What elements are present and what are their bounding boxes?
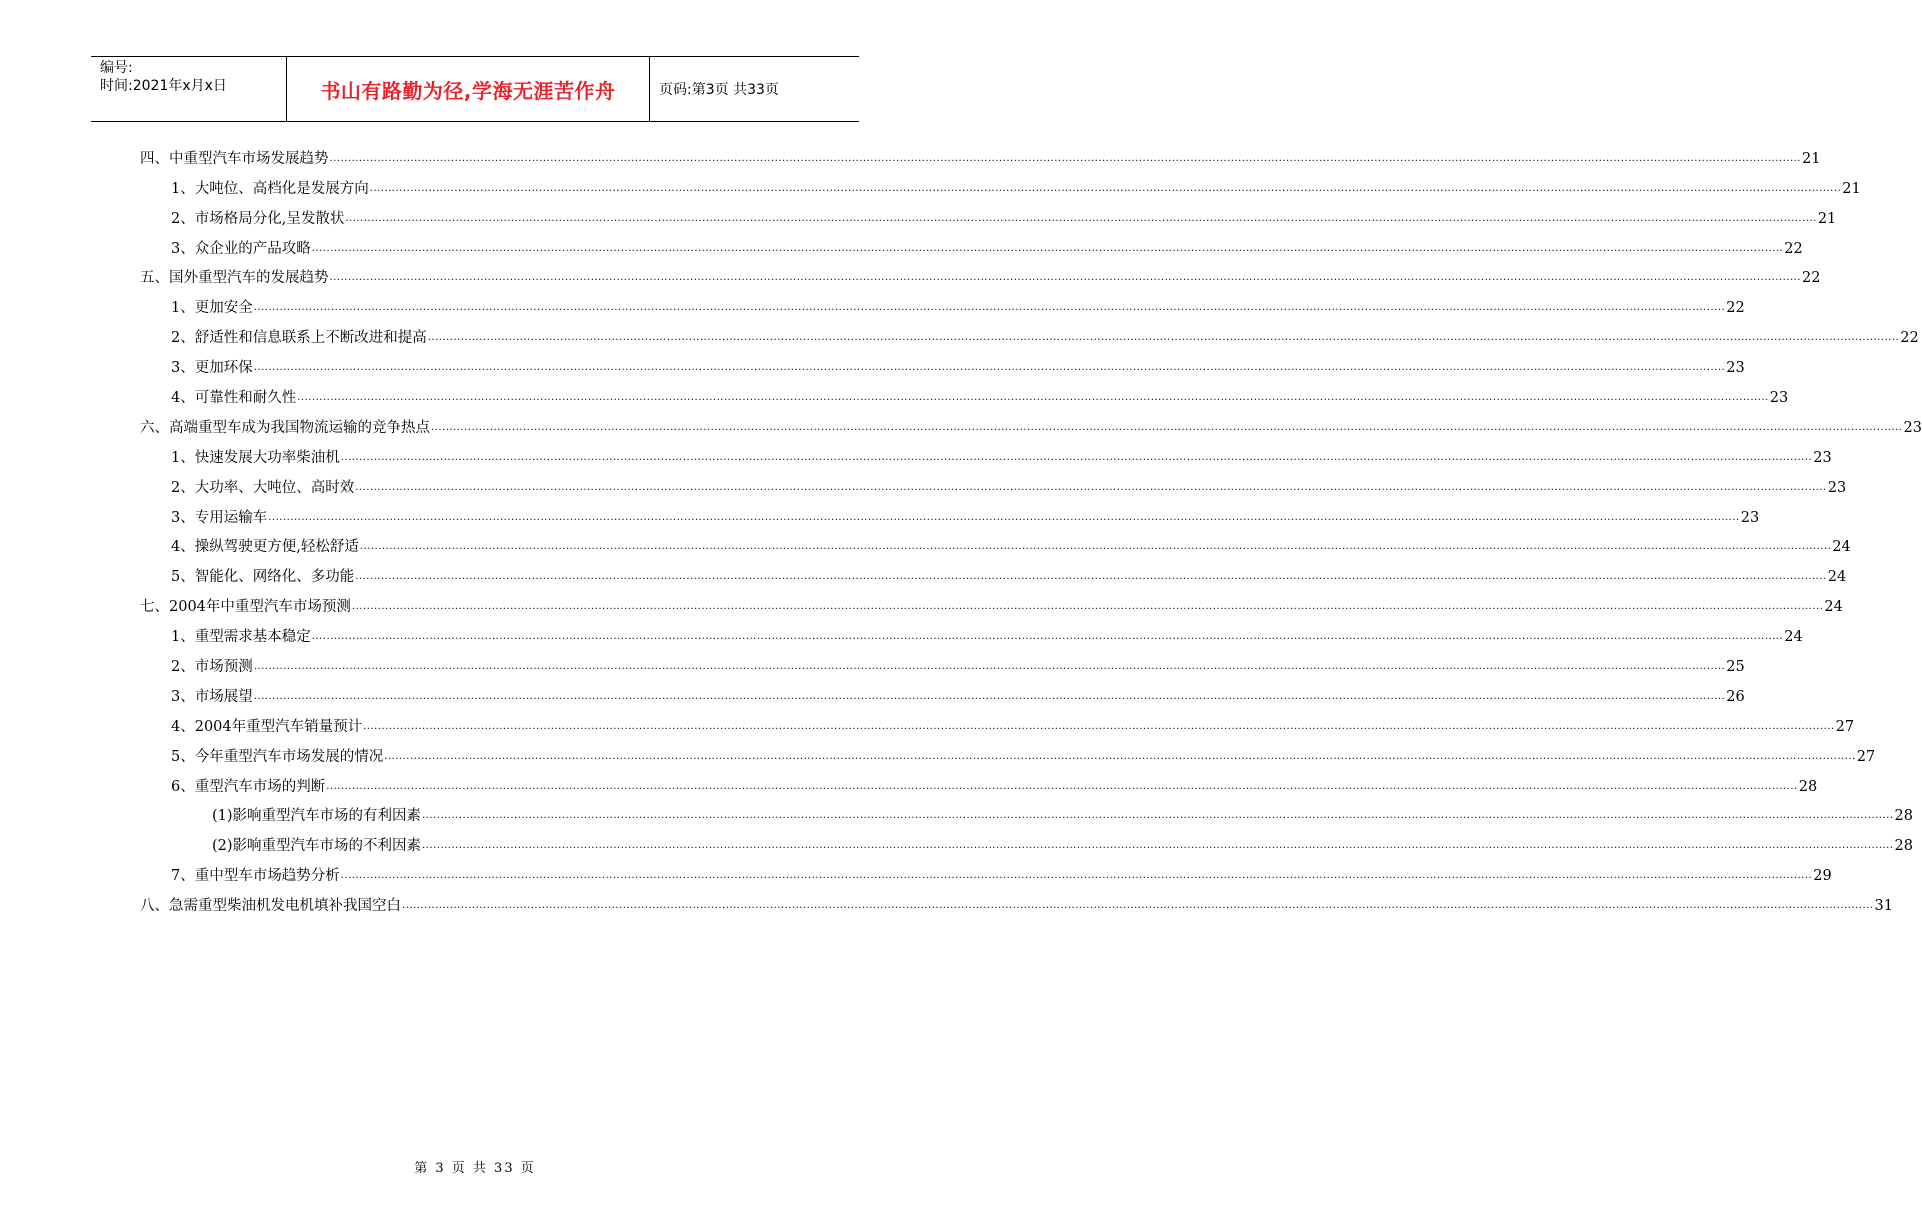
toc-entry-page-number: 28	[1894, 808, 1913, 825]
toc-entry-page-number: 23	[1813, 449, 1832, 466]
toc-entry-page-number: 24	[1784, 629, 1803, 646]
toc-dot-leader: ................................................................................................................................................................................................................................................................................................................................................................................................................	[311, 242, 1784, 254]
toc-entry-page-number: 22	[1801, 270, 1821, 287]
toc-entry-page-number: 27	[1835, 718, 1855, 735]
toc-entry-title: 1、更加安全	[171, 300, 253, 317]
toc-entry-title: (1)影响重型汽车市场的有利因素	[212, 808, 422, 825]
toc-entry-title: 2、市场格局分化,呈发散状	[171, 210, 345, 227]
toc-entry-page-number: 21	[1801, 150, 1821, 167]
toc-dot-leader: ................................................................................................................................................................................................................................................................................................................................................................................................................	[384, 750, 1856, 762]
toc-entry-title: 3、专用运输车	[171, 509, 268, 526]
toc-entry-page-number: 23	[1769, 390, 1789, 407]
toc-entry-title: 4、操纵驾驶更方便,轻松舒适	[171, 539, 359, 556]
toc-entry-page-number: 24	[1832, 539, 1851, 556]
toc-dot-leader: ................................................................................................................................................................................................................................................................................................................................................................................................................	[402, 900, 1874, 912]
toc-entry-title: 六、高端重型车成为我国物流运输的竞争热点	[140, 419, 430, 436]
toc-entry-title: 八、急需重型柴油机发电机填补我国空白	[140, 898, 401, 915]
toc-entry[interactable]	[140, 886, 1893, 916]
toc-entry[interactable]	[140, 288, 1745, 318]
toc-entry[interactable]	[140, 826, 1913, 856]
toc-entry-title: 4、可靠性和耐久性	[171, 390, 297, 407]
toc-entry-page-number: 28	[1894, 838, 1913, 855]
toc-dot-leader: ................................................................................................................................................................................................................................................................................................................................................................................................................	[422, 840, 1894, 852]
document-time-label: 时间:2021年x月x日	[100, 78, 227, 94]
toc-entry[interactable]	[140, 169, 1861, 199]
toc-entry-title: 3、市场展望	[171, 688, 253, 705]
toc-entry[interactable]	[140, 587, 1843, 617]
page-header	[91, 56, 859, 122]
toc-dot-leader: ................................................................................................................................................................................................................................................................................................................................................................................................................	[297, 392, 1769, 404]
toc-entry[interactable]	[140, 797, 1913, 827]
toc-entry[interactable]	[140, 468, 1847, 498]
header-motto: 书山有路勤为径,学海无涯苦作舟	[286, 57, 650, 121]
toc-entry-title: 7、重中型车市场趋势分析	[171, 868, 340, 885]
toc-entry-title: 1、快速发展大功率柴油机	[171, 449, 340, 466]
toc-entry-page-number: 27	[1856, 748, 1876, 765]
toc-entry-page-number: 23	[1740, 509, 1760, 526]
toc-entry[interactable]	[140, 677, 1745, 707]
toc-entry-page-number: 21	[1842, 180, 1861, 197]
toc-dot-leader: ................................................................................................................................................................................................................................................................................................................................................................................................................	[345, 212, 1817, 224]
toc-entry-title: 五、国外重型汽车的发展趋势	[140, 270, 329, 287]
toc-entry-title: 5、智能化、网络化、多功能	[171, 569, 355, 586]
toc-entry-title: 2、大功率、大吨位、高时效	[171, 479, 355, 496]
toc-dot-leader: ................................................................................................................................................................................................................................................................................................................................................................................................................	[329, 152, 1801, 164]
toc-dot-leader: ................................................................................................................................................................................................................................................................................................................................................................................................................	[340, 870, 1813, 882]
toc-entry[interactable]	[140, 408, 1922, 438]
toc-entry[interactable]	[140, 617, 1803, 647]
toc-entry[interactable]	[140, 378, 1789, 408]
toc-dot-leader: ................................................................................................................................................................................................................................................................................................................................................................................................................	[253, 302, 1726, 314]
toc-dot-leader: ................................................................................................................................................................................................................................................................................................................................................................................................................	[363, 720, 1835, 732]
toc-entry-title: 1、重型需求基本稳定	[171, 629, 311, 646]
toc-entry[interactable]	[140, 229, 1803, 259]
toc-entry[interactable]	[140, 557, 1847, 587]
toc-entry[interactable]	[140, 139, 1821, 169]
toc-entry-title: 3、更加环保	[171, 360, 253, 377]
toc-entry[interactable]	[140, 348, 1745, 378]
toc-entry[interactable]	[140, 767, 1818, 797]
toc-entry-page-number: 26	[1726, 688, 1745, 705]
toc-dot-leader: ................................................................................................................................................................................................................................................................................................................................................................................................................	[329, 272, 1801, 284]
toc-entry[interactable]	[140, 856, 1832, 886]
toc-entry-title: 1、大吨位、高档化是发展方向	[171, 180, 369, 197]
toc-entry[interactable]	[140, 647, 1745, 677]
toc-entry-page-number: 24	[1827, 569, 1847, 586]
toc-dot-leader: ................................................................................................................................................................................................................................................................................................................................................................................................................	[253, 362, 1726, 374]
toc-entry-page-number: 23	[1726, 360, 1745, 377]
toc-entry-page-number: 23	[1827, 479, 1847, 496]
toc-entry-page-number: 22	[1726, 300, 1745, 317]
header-meta	[91, 57, 286, 121]
toc-entry[interactable]	[140, 199, 1837, 229]
toc-dot-leader: ................................................................................................................................................................................................................................................................................................................................................................................................................	[355, 481, 1827, 493]
toc-entry-page-number: 21	[1817, 210, 1837, 227]
toc-entry-page-number: 31	[1874, 898, 1893, 915]
toc-dot-leader: ................................................................................................................................................................................................................................................................................................................................................................................................................	[369, 182, 1842, 194]
toc-dot-leader: ................................................................................................................................................................................................................................................................................................................................................................................................................	[355, 571, 1827, 583]
toc-entry[interactable]	[140, 737, 1876, 767]
toc-entry-page-number: 22	[1900, 330, 1919, 347]
toc-entry-title: 3、众企业的产品攻略	[171, 240, 311, 257]
toc-entry[interactable]	[140, 528, 1851, 558]
toc-dot-leader: ................................................................................................................................................................................................................................................................................................................................................................................................................	[431, 421, 1903, 433]
toc-entry-title: 七、2004年中重型汽车市场预测	[140, 599, 351, 616]
toc-entry[interactable]	[140, 318, 1919, 348]
toc-dot-leader: ................................................................................................................................................................................................................................................................................................................................................................................................................	[422, 810, 1894, 822]
toc-entry-title: (2)影响重型汽车市场的不利因素	[212, 838, 422, 855]
toc-dot-leader: ................................................................................................................................................................................................................................................................................................................................................................................................................	[253, 690, 1726, 702]
toc-entry-title: 2、舒适性和信息联系上不断改进和提高	[171, 330, 427, 347]
toc-entry-page-number: 29	[1813, 868, 1832, 885]
toc-entry-title: 2、市场预测	[171, 659, 253, 676]
toc-dot-leader: ................................................................................................................................................................................................................................................................................................................................................................................................................	[427, 332, 1900, 344]
toc-entry[interactable]	[140, 259, 1821, 289]
toc-entry[interactable]	[140, 438, 1832, 468]
document-number-label: 编号:	[100, 60, 133, 76]
toc-entry-title: 5、今年重型汽车市场发展的情况	[171, 748, 384, 765]
toc-dot-leader: ................................................................................................................................................................................................................................................................................................................................................................................................................	[340, 451, 1813, 463]
header-page-code: 页码:第3页 共33页	[659, 82, 779, 98]
toc-entry-page-number: 25	[1726, 659, 1745, 676]
toc-entry-page-number: 23	[1903, 419, 1922, 436]
toc-entry-title: 四、中重型汽车市场发展趋势	[140, 150, 329, 167]
toc-dot-leader: ................................................................................................................................................................................................................................................................................................................................................................................................................	[359, 541, 1832, 553]
table-of-contents	[140, 139, 1922, 916]
toc-dot-leader: ................................................................................................................................................................................................................................................................................................................................................................................................................	[268, 511, 1740, 523]
toc-dot-leader: ................................................................................................................................................................................................................................................................................................................................................................................................................	[326, 780, 1798, 792]
toc-entry[interactable]	[140, 498, 1760, 528]
page-footer: 第 3 页 共 33 页	[414, 1161, 536, 1176]
toc-entry-title: 6、重型汽车市场的判断	[171, 778, 326, 795]
toc-entry-page-number: 24	[1824, 599, 1843, 616]
toc-dot-leader: ................................................................................................................................................................................................................................................................................................................................................................................................................	[253, 661, 1726, 673]
toc-entry-page-number: 22	[1784, 240, 1803, 257]
toc-entry[interactable]	[140, 707, 1855, 737]
toc-dot-leader: ................................................................................................................................................................................................................................................................................................................................................................................................................	[311, 631, 1784, 643]
toc-dot-leader: ................................................................................................................................................................................................................................................................................................................................................................................................................	[351, 601, 1824, 613]
toc-entry-page-number: 28	[1798, 778, 1818, 795]
toc-entry-title: 4、2004年重型汽车销量预计	[171, 718, 363, 735]
